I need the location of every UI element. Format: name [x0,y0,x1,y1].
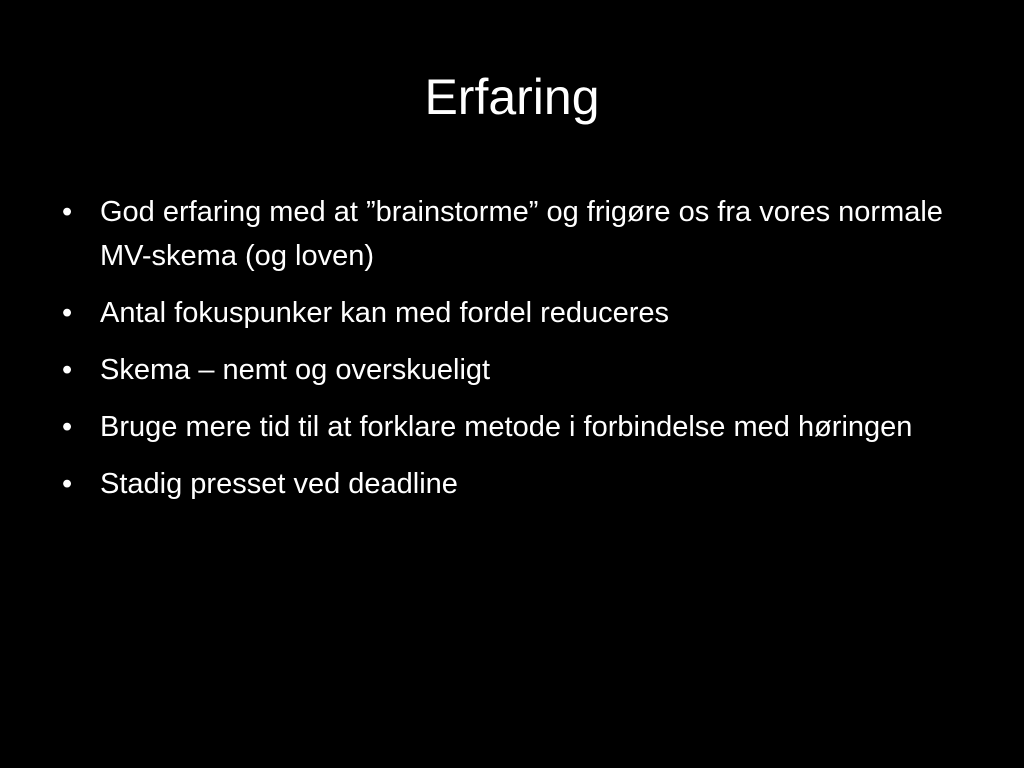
bullet-item [62,462,992,506]
bullet-icon: • [62,468,73,500]
bullet-text: Stadig presset ved deadline [100,468,458,500]
bullet-icon: • [62,196,73,228]
slide-title: Erfaring [424,69,600,125]
bullet-icon: • [62,411,73,443]
bullet-item [62,291,992,335]
bullet-icon: • [62,354,73,386]
bullet-item [62,405,992,449]
bullet-text: Antal fokuspunker kan med fordel reduceres [100,297,670,329]
bullet-text: Bruge mere tid til at forklare metode i forbindelse med høringen [100,411,913,443]
bullet-text: God erfaring med at ”brainstorme” og frigøre os fra vores normale MV-skema (og loven) [100,196,943,272]
bullet-item [62,348,992,392]
bullet-list [62,190,992,519]
bullet-icon: • [62,297,73,329]
bullet-item [62,190,992,278]
bullet-text: Skema – nemt og overskueligt [100,354,491,386]
